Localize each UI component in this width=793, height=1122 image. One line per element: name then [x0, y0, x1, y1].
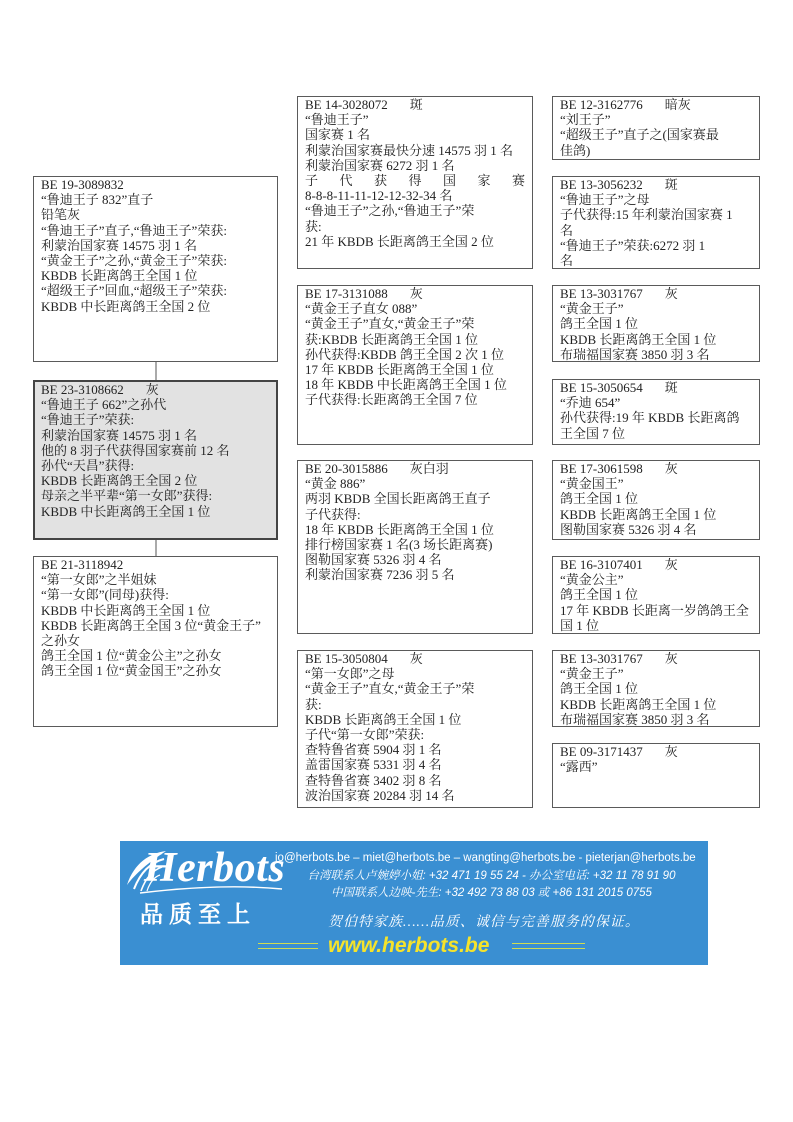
info-line: 鸽王全国 1 位 — [560, 491, 639, 507]
plumage-color: 灰 — [664, 461, 678, 476]
info-line: “黄金 886” — [305, 476, 366, 492]
info-line: “第一女郎”(同母)获得: — [41, 587, 169, 603]
ring-number: BE 17-3061598 — [560, 461, 643, 476]
info-line: 18 年 KBDB 中长距离鸽王全国 1 位 — [305, 377, 507, 393]
info-line: 名 — [560, 222, 574, 238]
ring-number: BE 15-3050654 — [560, 380, 643, 395]
pedigree-box-subject — [33, 380, 278, 540]
info-line: KBDB 长距离鸽王全国 2 位 — [41, 473, 198, 489]
info-line: 利蒙治国家赛 14575 羽 1 名 — [41, 237, 198, 253]
pedigree-box-sire-sire-dam — [552, 176, 760, 269]
ring-number-line — [41, 382, 270, 397]
ring-number: BE 12-3162776 — [560, 97, 643, 112]
email-contacts: jo@herbots.be – miet@herbots.be – wangting@herbots.be - pieterjan@herbots.be — [275, 852, 696, 864]
info-line: “鲁迪王子”荣获:6272 羽 1 — [560, 237, 706, 253]
info-line: “黄金公主” — [560, 572, 624, 588]
info-line: KBDB 中长距离鸽王全国 1 位 — [41, 602, 211, 618]
herbots-banner — [120, 841, 708, 965]
info-line: KBDB 中长距离鸽王全国 2 位 — [41, 298, 211, 314]
info-line: 鸽王全国 1 位 — [560, 316, 639, 332]
info-line: 获: — [305, 696, 322, 712]
ring-number-line — [560, 651, 752, 666]
ring-number-line — [305, 651, 525, 666]
pedigree-box-sire-dam-sire — [552, 285, 760, 362]
ring-number-line — [305, 97, 525, 112]
pedigree-box-dam-dam-sire — [552, 650, 760, 727]
plumage-color: 灰白羽 — [409, 461, 449, 476]
plumage-color: 斑 — [664, 177, 678, 192]
info-line: “乔迪 654” — [560, 395, 621, 411]
pedigree-box-sire-sire-sire — [552, 96, 760, 160]
info-line: 鸽王全国 1 位 — [560, 681, 639, 697]
ring-number: BE 16-3107401 — [560, 557, 643, 572]
website-url: www.herbots.be — [328, 934, 490, 957]
ring-number-line — [560, 461, 752, 476]
info-line: 孙代获得:KBDB 鸽王全国 2 次 1 位 — [305, 346, 504, 362]
ring-number-line — [560, 97, 752, 112]
info-line: “黄金王子直女 088” — [305, 301, 418, 317]
ring-number: BE 19-3089832 — [41, 177, 124, 192]
info-line: KBDB 长距离鸽王全国 1 位 — [560, 506, 717, 522]
website-row — [258, 934, 585, 960]
info-line: 图勒国家赛 5326 羽 4 名 — [305, 552, 442, 568]
info-line: KBDB 长距离鸽王全国 1 位 — [560, 331, 717, 347]
ring-number: BE 13-3056232 — [560, 177, 643, 192]
pedigree-box-dam-sire-sire — [552, 460, 760, 540]
pedigree-box-dam-dam-dam — [552, 743, 760, 808]
plumage-color: 灰 — [664, 744, 678, 759]
info-line: 获:KBDB 长距离鸽王全国 1 位 — [305, 331, 478, 347]
info-line: “露西” — [560, 759, 598, 775]
ring-number: BE 13-3031767 — [560, 651, 643, 666]
info-line: 铅笔灰 — [41, 207, 81, 223]
info-line: 布瑞福国家赛 3850 羽 3 名 — [560, 346, 710, 362]
ring-number-line — [41, 177, 270, 192]
info-line: 鸽王全国 1 位“黄金国王”之孙女 — [41, 663, 222, 679]
info-line: “鲁迪王子”之母 — [560, 192, 650, 208]
info-line: 利蒙治国家赛 7236 羽 5 名 — [305, 567, 455, 583]
info-line: “鲁迪王子 832”直子 — [41, 192, 154, 208]
info-line: 两羽 KBDB 全国长距离鸽王直子 — [305, 491, 491, 507]
quality-tagline: 品质至上 — [140, 902, 256, 928]
info-line: 鸽王全国 1 位 — [560, 587, 639, 603]
info-line: 孙代“天昌”获得: — [41, 458, 135, 474]
info-line: 8-8-8-11-11-12-12-32-34 名 — [305, 188, 453, 204]
info-line: 利蒙治国家赛最快分速 14575 羽 1 名 — [305, 142, 514, 158]
info-line: 查特鲁省赛 3402 羽 8 名 — [305, 772, 442, 788]
info-line: KBDB 长距离鸽王全国 3 位“黄金王子” — [41, 617, 261, 633]
ring-number: BE 09-3171437 — [560, 744, 643, 759]
contact-china: 中国联系人边映-先生: +32 492 73 88 03 或 +86 131 2015 0755 — [331, 887, 652, 899]
plumage-color: 灰 — [664, 286, 678, 301]
pedigree-box-sire-sire — [297, 96, 533, 269]
pedigree-box-sire-dam-dam — [552, 379, 760, 445]
plumage-color: 灰 — [409, 286, 423, 301]
info-line: “黄金王子” — [560, 301, 624, 317]
info-line: 名 — [560, 253, 574, 269]
company-slogan: 贺伯特家族……品质、诚信与完善服务的保证。 — [328, 915, 640, 930]
plumage-color: 灰 — [145, 382, 159, 397]
logo-swoosh — [120, 881, 290, 897]
pedigree-box-dam-sire-dam — [552, 556, 760, 634]
plumage-color: 灰 — [664, 557, 678, 572]
ring-number-line — [41, 557, 270, 572]
info-line: 之孙女 — [41, 633, 81, 649]
pedigree-box-sire — [33, 176, 278, 362]
info-line: “鲁迪王子”直子,“鲁迪王子”荣获: — [41, 222, 227, 238]
ring-number: BE 14-3028072 — [305, 97, 388, 112]
info-line: 子代获得: — [305, 506, 361, 522]
pedigree-box-dam-sire — [297, 460, 533, 634]
info-line: “黄金王子”之孙,“黄金王子”荣获: — [41, 253, 227, 269]
info-line: 布瑞福国家赛 3850 羽 3 名 — [560, 711, 710, 727]
plumage-color: 暗灰 — [664, 97, 691, 112]
info-line: “黄金王子”直女,“黄金王子”荣 — [305, 681, 475, 697]
info-line: 18 年 KBDB 长距离鸽王全国 1 位 — [305, 521, 494, 537]
info-line: KBDB 长距离鸽王全国 1 位 — [560, 696, 717, 712]
info-line: 17 年 KBDB 长距离一岁鸽鸽王全 — [560, 602, 749, 618]
info-line: “超级王子”直子之(国家赛最 — [560, 127, 719, 143]
info-line: 王全国 7 位 — [560, 425, 626, 441]
herbots-logo: Herbots — [144, 845, 286, 891]
decorative-rule-right — [512, 943, 585, 949]
ring-number: BE 21-3118942 — [41, 557, 124, 572]
info-line: KBDB 长距离鸽王全国 1 位 — [41, 268, 198, 284]
info-line: 佳鸽) — [560, 142, 591, 158]
info-line: KBDB 长距离鸽王全国 1 位 — [305, 711, 462, 727]
info-line: 子代“第一女郎”荣获: — [305, 727, 425, 743]
info-line: 孙代获得:19 年 KBDB 长距离鸽 — [560, 410, 740, 426]
info-line: 鸽王全国 1 位“黄金公主”之孙女 — [41, 648, 222, 664]
info-line: 21 年 KBDB 长距离鸽王全国 2 位 — [305, 233, 494, 249]
info-line: 图勒国家赛 5326 羽 4 名 — [560, 521, 697, 537]
plumage-color: 斑 — [664, 380, 678, 395]
ring-number: BE 23-3108662 — [41, 382, 124, 397]
ring-number-line — [560, 557, 752, 572]
info-line: 国 1 位 — [560, 617, 600, 633]
plumage-color: 灰 — [409, 651, 423, 666]
info-line: 排行榜国家赛 1 名(3 场长距离赛) — [305, 537, 493, 553]
info-line: 利蒙治国家赛 14575 羽 1 名 — [41, 427, 198, 443]
info-line: “黄金王子”直女,“黄金王子”荣 — [305, 316, 475, 332]
info-line: 他的 8 羽子代获得国家赛前 12 名 — [41, 442, 230, 458]
info-line: “超级王子”回血,“超级王子”荣获: — [41, 283, 227, 299]
ring-number-line — [560, 177, 752, 192]
plumage-color: 灰 — [664, 651, 678, 666]
pedigree-box-sire-dam — [297, 285, 533, 445]
info-line: 盖雷国家赛 5331 羽 4 名 — [305, 757, 442, 773]
ring-number: BE 15-3050804 — [305, 651, 388, 666]
info-line: 获: — [305, 218, 322, 234]
info-line: “鲁迪王子”之孙,“鲁迪王子”荣 — [305, 203, 475, 219]
decorative-rule-left — [258, 943, 318, 949]
info-line: 查特鲁省赛 5904 羽 1 名 — [305, 742, 442, 758]
ring-number: BE 13-3031767 — [560, 286, 643, 301]
info-line: 子 代 获 得 国 家 赛 — [305, 173, 525, 189]
ring-number-line — [305, 286, 525, 301]
ring-number-line — [560, 744, 752, 759]
info-line: “鲁迪王子 662”之孙代 — [41, 397, 167, 413]
info-line: 母亲之半平辈“第一女郎”获得: — [41, 488, 213, 504]
info-line: “刘王子” — [560, 112, 611, 128]
plumage-color: 斑 — [409, 97, 423, 112]
info-line: 利蒙治国家赛 6272 羽 1 名 — [305, 157, 455, 173]
ring-number-line — [560, 286, 752, 301]
info-line: 子代获得:长距离鸽王全国 7 位 — [305, 392, 478, 408]
ring-number-line — [560, 380, 752, 395]
info-line: “第一女郎”之半姐妹 — [41, 572, 157, 588]
ring-number-line — [305, 461, 525, 476]
info-line: “鲁迪王子”荣获: — [41, 412, 135, 428]
info-line: 子代获得:15 年利蒙治国家赛 1 — [560, 207, 733, 223]
info-line: “鲁迪王子” — [305, 112, 369, 128]
ring-number: BE 20-3015886 — [305, 461, 388, 476]
info-line: “第一女郎”之母 — [305, 666, 395, 682]
info-line: 国家赛 1 名 — [305, 127, 371, 143]
info-line: “黄金王子” — [560, 666, 624, 682]
info-line: “黄金国王” — [560, 476, 624, 492]
info-line: 17 年 KBDB 长距离鸽王全国 1 位 — [305, 362, 494, 378]
contact-taiwan: 台湾联系人卢婉婷小姐: +32 471 19 55 24 - 办公室电话: +32 11 78 91 90 — [307, 870, 676, 882]
pedigree-box-dam-dam — [297, 650, 533, 808]
ring-number: BE 17-3131088 — [305, 286, 388, 301]
info-line: 波治国家赛 20284 羽 14 名 — [305, 787, 455, 803]
info-line: KBDB 中长距离鸽王全国 1 位 — [41, 503, 211, 519]
pedigree-box-dam — [33, 556, 278, 727]
